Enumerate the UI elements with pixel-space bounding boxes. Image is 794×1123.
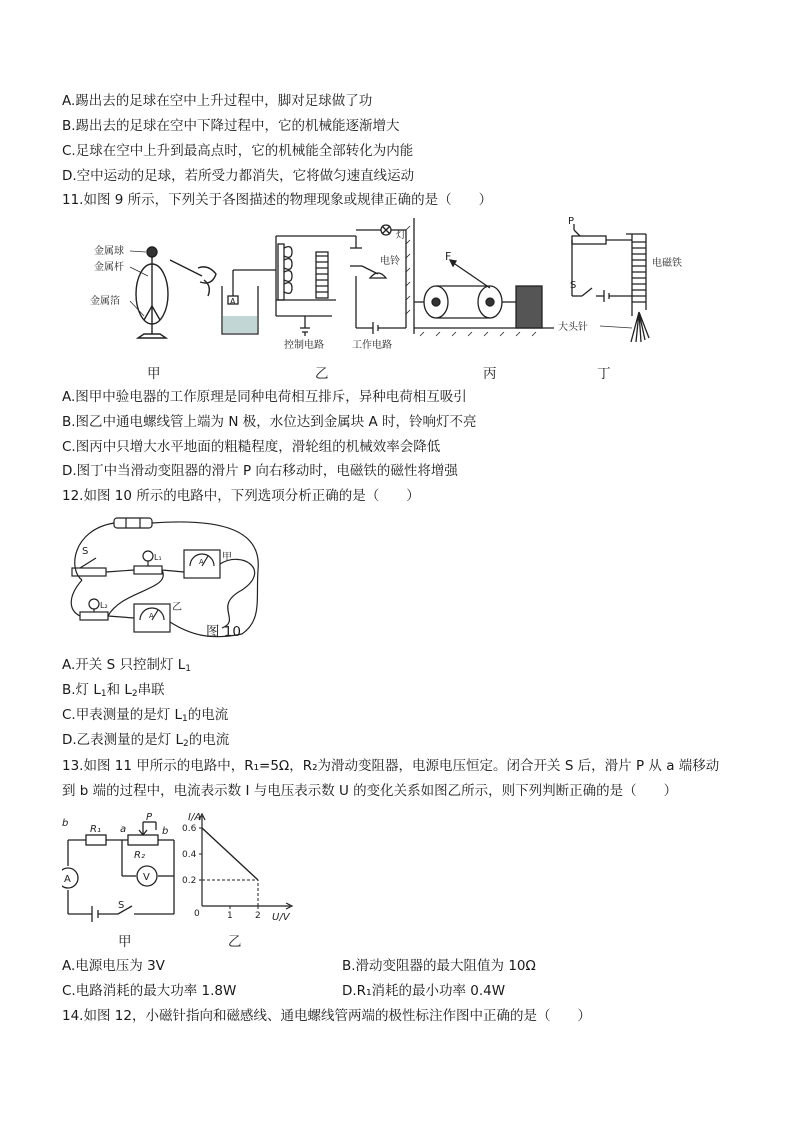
chart-origin: 0 <box>194 909 200 919</box>
electroscope-labels <box>90 244 124 307</box>
q10-option-c: C.足球在空中上升到最高点时，它的机械能全部转化为内能 <box>62 143 414 159</box>
label-switch-s: S <box>82 546 89 557</box>
label-r1: R₁ <box>90 824 101 835</box>
q14-stem: 14.如图 12，小磁针指向和磁感线、通电螺线管两端的极性标注作图中正确的是（ ） <box>62 1008 591 1024</box>
label-block-a: A <box>230 297 236 306</box>
fig9-caption-jia: 甲 <box>147 366 161 382</box>
q12-option-b: B.灯 $L_1$和 $L_2$串联 <box>62 682 165 699</box>
chart-y-tick-label: 0.4 <box>182 850 197 860</box>
q10-option-a: A.踢出去的足球在空中上升过程中，脚对足球做了功 <box>62 93 373 109</box>
label-lamp: 灯 <box>396 230 406 241</box>
chart-x-tick-label: 2 <box>255 911 261 921</box>
label-bell: 电铃 <box>380 256 400 267</box>
fig11-caption-jia: 甲 <box>118 934 132 950</box>
label-slider-p: P <box>146 812 153 823</box>
label-control-circuit: 控制电路 <box>284 340 324 351</box>
label-lamp-l2: L₂ <box>100 601 108 610</box>
label-force-f: F <box>445 250 452 263</box>
label-switch: S <box>118 900 125 911</box>
chart-x-tick-label: 1 <box>227 911 233 921</box>
label-electromagnet: 电磁铁 <box>652 258 682 269</box>
chart-y-tick-label: 0.6 <box>182 824 197 834</box>
q11-stem: 11.如图 9 所示，下列关于各图描述的物理现象或规律正确的是（ ） <box>62 192 493 208</box>
q12-option-a: A.开关 S 只控制灯 $L_1$ <box>62 657 191 674</box>
label-voltmeter: V <box>143 872 150 883</box>
q13-option-b: B.滑动变阻器的最大阻值为 10Ω <box>342 958 536 974</box>
chart-series-line <box>202 828 258 880</box>
q11-option-b: B.图乙中通电螺线管上端为 N 极，水位达到金属块 A 时，铃响灯不亮 <box>62 414 477 430</box>
label-lamp-l1: L₁ <box>154 553 162 562</box>
fig10-caption: 图 10 <box>206 624 241 640</box>
label-end-b: b <box>162 826 169 837</box>
electroscope-figure <box>136 247 216 338</box>
electromagnet-labels <box>558 216 682 333</box>
q12-option-c: C.甲表测量的是灯 $L_1$的电流 <box>62 707 229 724</box>
q13-stem-line2: 到 b 端的过程中，电流表示数 I 与电压表示数 U 的变化关系如图乙所示，则下列判断正确的是（ ） <box>62 783 678 799</box>
label-work-circuit: 工作电路 <box>352 340 392 351</box>
figure-11-circuit <box>62 808 192 926</box>
label-slider-p: P <box>568 216 575 227</box>
fig9-caption-yi: 乙 <box>315 366 329 382</box>
fig9-caption-bing: 丙 <box>483 366 497 382</box>
fig11-caption-yi: 乙 <box>228 934 242 950</box>
label-meter-a-1: A <box>199 558 204 566</box>
q13-option-d: D.R₁消耗的最小功率 0.4W <box>342 983 506 999</box>
chart-y-tick-label: 0.2 <box>182 876 197 886</box>
iu-chart <box>180 808 300 926</box>
chart-ylabel: I/A <box>188 812 202 823</box>
label-r2: R₂ <box>134 850 145 861</box>
q11-option-a: A.图甲中验电器的工作原理是同种电荷相互排斥，异种电荷相互吸引 <box>62 389 467 405</box>
pulley-figure <box>406 218 554 336</box>
q10-option-d: D.空中运动的足球，若所受力都消失，它将做匀速直线运动 <box>62 168 415 184</box>
figure-11-labels <box>62 812 168 911</box>
q13-option-c: C.电路消耗的最大功率 1.8W <box>62 983 237 999</box>
label-metal-ball: 金属球 <box>94 246 124 257</box>
label-switch-s: S <box>570 280 577 291</box>
label-ammeter: A <box>64 874 71 885</box>
fig9-caption-ding: 丁 <box>597 366 611 382</box>
q13-option-a: A.电源电压为 3V <box>62 958 165 974</box>
q13-stem-line1: 13.如图 11 甲所示的电路中，R₁=5Ω，R₂为滑动变阻器，电源电压恒定。闭合开关 S 后，滑片 P 从 a 端移动 <box>62 758 720 774</box>
q11-option-d: D.图丁中当滑动变阻器的滑片 P 向右移动时，电磁铁的磁性将增强 <box>62 463 458 479</box>
label-ammeter-jia: 甲 <box>222 552 232 563</box>
q12-stem: 12.如图 10 所示的电路中，下列选项分析正确的是（ ） <box>62 488 420 504</box>
q10-option-b: B.踢出去的足球在空中下降过程中，它的机械能逐渐增大 <box>62 118 400 134</box>
figure-9 <box>80 216 710 356</box>
label-meter-a-2: A <box>149 612 154 620</box>
q11-option-c: C.图丙中只增大水平地面的粗糙程度，滑轮组的机械效率会降低 <box>62 439 441 455</box>
label-metal-rod: 金属杆 <box>94 262 124 273</box>
q12-option-d: D.乙表测量的是灯 $L_2$的电流 <box>62 732 230 749</box>
label-end-b-left: b <box>62 818 69 829</box>
label-pins: 大头针 <box>558 322 588 333</box>
label-metal-foil: 金属箔 <box>90 296 120 307</box>
label-ammeter-yi: 乙 <box>172 602 182 613</box>
water-alarm-figure <box>222 225 406 336</box>
label-end-a: a <box>120 824 127 835</box>
figure-10-circuit <box>62 510 292 650</box>
chart-xlabel: U/V <box>272 912 290 923</box>
